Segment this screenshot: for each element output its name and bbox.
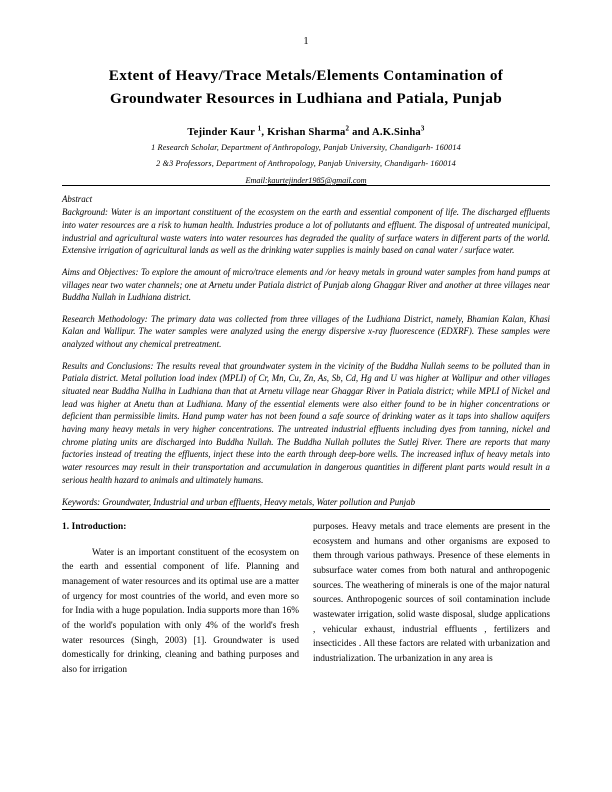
contact-email-line bbox=[62, 176, 550, 185]
introduction-heading: 1. Introduction: bbox=[62, 521, 127, 532]
abstract-results-label: Results and Conclusions: bbox=[62, 360, 154, 371]
title-line-2: Groundwater Resources in Ludhiana and Patiala, Punjab bbox=[110, 90, 502, 108]
page-number: 1 bbox=[303, 36, 309, 47]
author-list bbox=[62, 124, 550, 138]
page-title bbox=[62, 64, 550, 110]
introduction-paragraph-left: Water is an important constituent of the ecosystem on the earth and essential component of life. Planning and management of water resources and its optimal use are a matter of urgency for most countries of the world, and even more so for India with a huge population. India supports more than 16% of the world's population with only 4% of the world's fresh water resources (Singh, 2003) [1]. Groundwater is used domestically for drinking, cleaning and bathing purposes and also for irrigation bbox=[62, 547, 299, 675]
divider-above-abstract bbox=[62, 185, 550, 186]
two-column-layout bbox=[62, 520, 550, 678]
abstract-background-text: Water is an important constituent of the ecosystem on the earth and essential component of life. The discharged effluents into water resources are a risk to human health. Industries produce a lot of pollutants and effluent. The disposal of untreated municipal, industrial and agricultural waste waters into water resources has degraded the quality of surface waters in different parts of the world. Extensive irrigation of agricultural lands as well as the drinking water supplies is mainly based on canal water / surface water. bbox=[62, 207, 550, 256]
introduction-column-left bbox=[62, 520, 299, 678]
abstract-methodology-text: The primary data was collected from three villages of the Ludhiana District, namely, Bhamian Kalan, Khasi Kalan and Wallipur. The water samples were analyzed using the energy dispersive x-ray fluorescence (EDXRF). These samples were analyzed without any chemical pretreatment. bbox=[62, 313, 550, 350]
introduction-paragraph-right: purposes. Heavy metals and trace elements are present in the ecosystem and humans and other organisms are exposed to them through various pathways. Presence of these elements in subsurface water comes from both natural and anthropogenic sources. The weathering of minerals is one of the major natural sources. Anthropogenic sources of soil contamination include wastewater irrigation, solid waste disposal, sludge applications , vehicular exhaust, industrial effluents , fertilizers and insecticides . All these factors are related with urbanization and industrialization. The urbanization in any area is bbox=[313, 521, 550, 664]
abstract-background-label: Background: bbox=[62, 207, 109, 218]
email-address[interactable]: kaurtejinder1985@gmail.com bbox=[267, 175, 367, 185]
author-affil-marker-1: 1 bbox=[257, 124, 262, 133]
keywords-paragraph bbox=[62, 496, 550, 509]
abstract-aims-text: To explore the amount of micro/trace elements and /or heavy metals in ground water samples from hand pumps at villages near two water channels; one at Arnetu under Patiala district of Punjab along Ghaggar River and another at three villages near Buddha Nullah in Ludhiana district. bbox=[62, 266, 550, 303]
affiliation-line-1: 1 Research Scholar, Department of Anthropology, Panjab University, Chandigarh- 160014 bbox=[151, 142, 461, 152]
abstract-results-text: The results reveal that groundwater system in the vicinity of the Buddha Nullah seems to be polluted than in Patiala district. Metal pollution load index (MPLI) of Cr, Mn, Cu, Zn, As, Sb, Cd, Hg and U was higher at Wallipur and other villages situated near Buddha Nullha in Ludhiana than that at Arnetu village near Ghaggar River in Patiala district; while MPLI of Nickel and lead was higher at Anetu than at Ludhiana. Many of the essential elements were also either found to be in higher concentrations or deficient than permissible limits. Hand pump water has not been found a safe source of drinking water as it taps into shallow aquifers having many heavy metals in very higher concentrations. The untreated industrial effluents including dyes from tanning, nickel and chrome plating units are discharged into Buddha Nullah. The Buddha Nullah pollutes the Sutlej River. There are reports that many factories instead of treating the effluents, inject these into the earth through deep-bore wells. The increased influx of heavy metals into water resources may result in their transportation and accumulation in dangerous quantities in different plant parts would result in a serious health hazard to animals and ultimately humans. bbox=[62, 360, 550, 485]
introduction-section bbox=[62, 520, 550, 678]
abstract-aims-paragraph bbox=[62, 266, 550, 304]
divider-below-abstract bbox=[62, 509, 550, 510]
abstract-methodology-label: Research Methodology: bbox=[62, 313, 148, 324]
title-line-1: Extent of Heavy/Trace Metals/Elements Contamination of bbox=[108, 67, 504, 84]
page-content bbox=[62, 64, 550, 678]
abstract-heading: Abstract bbox=[62, 193, 93, 204]
abstract-aims-label: Aims and Objectives: bbox=[62, 266, 139, 277]
abstract-results-paragraph bbox=[62, 360, 550, 486]
abstract-background-paragraph bbox=[62, 206, 550, 257]
abstract-methodology-paragraph bbox=[62, 313, 550, 351]
keywords-label: Keywords: bbox=[62, 497, 101, 508]
affiliation-line-2: 2 &3 Professors, Department of Anthropology, Panjab University, Chandigarh- 160014 bbox=[156, 158, 456, 168]
author-affil-marker-2: 2 bbox=[345, 124, 350, 133]
introduction-column-right bbox=[313, 520, 550, 667]
author-affil-marker-3: 3 bbox=[420, 124, 425, 133]
author-names: Tejinder Kaur $^1$, Krishan Sharma$^2$ and A.K.Sinha$^3$ bbox=[187, 124, 425, 138]
email-label: Email: bbox=[245, 175, 268, 185]
keywords-text: Groundwater, Industrial and urban effluents, Heavy metals, Water pollution and Punjab bbox=[100, 497, 416, 508]
abstract-section bbox=[62, 193, 550, 509]
